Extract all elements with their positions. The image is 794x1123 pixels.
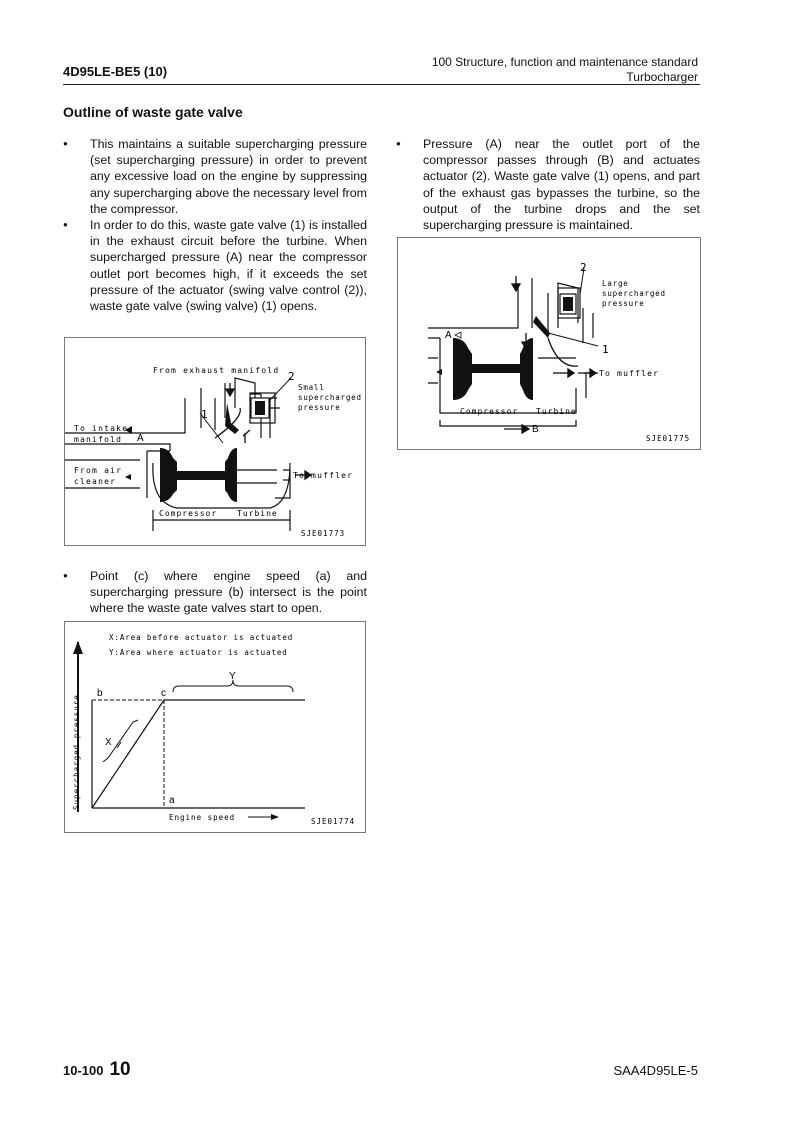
chart-annotation-x: X:Area before actuator is actuated (109, 633, 294, 642)
bullet-item: ● In order to do this, waste gate valve (1) is installed in the exhaust circuit before the turbine. When supercharged pressure (A) near the compressor outlet port becomes high, if it exceeds the set pressure of the actuator (swing valve control (2)), waste gate valve (swing valve) (1) opens. (63, 217, 367, 314)
mid-bullet-list (63, 568, 367, 617)
fig1-A-label: A (137, 433, 144, 444)
fig1-small-label: Small (298, 383, 325, 392)
chart-svg (65, 622, 365, 832)
fig2-A-label: A (445, 330, 452, 341)
figure-2-diagram (398, 238, 700, 449)
section-title: Outline of waste gate valve (63, 104, 243, 120)
figure-waste-gate-open (397, 237, 701, 450)
fig1-supercharged-label: supercharged (298, 393, 362, 402)
fig1-num-1: 1 (201, 408, 208, 421)
y-axis-label: Supercharged pressure (72, 694, 81, 810)
label-b: b (97, 688, 103, 699)
chart-annotation-y: Y:Area where actuator is actuated (109, 648, 288, 657)
fig1-from-air-label: From air (74, 466, 123, 475)
fig1-from-exhaust-label: From exhaust manifold (153, 366, 280, 375)
bullet-item: ● Pressure (A) near the outlet port of the compressor passes through (B) and actuates actuator (2). Waste gate valve (1) opens, and part of the exhaust gas bypasses the turbine, so the output of the turbine drops and the set supercharging pressure is maintained. (396, 136, 700, 233)
fig1-num-2: 2 (288, 370, 295, 383)
footer-chapter: 10 (109, 1059, 131, 1080)
fig2-to-muffler-label: To muffler (599, 369, 660, 378)
fig2-num-2: 2 (580, 261, 587, 274)
fig2-pressure-label: pressure (602, 299, 645, 308)
footer-page (63, 1059, 131, 1081)
footer-page-number: 10-100 (63, 1063, 104, 1078)
fig2-B-label: B (532, 424, 539, 435)
figure-pressure-chart (64, 621, 366, 833)
fig2-code: SJE01775 (646, 434, 691, 443)
fig2-supercharged-label: supercharged (602, 289, 666, 298)
header-section (432, 55, 698, 85)
pressure-rise-line (92, 700, 164, 808)
x-axis-label: Engine speed (169, 813, 236, 822)
chart-code: SJE01774 (311, 817, 356, 826)
fig1-turbine-label: Turbine (237, 509, 278, 518)
bullet-item: ● Point (c) where engine speed (a) and supercharging pressure (b) intersect is the point where the waste gate valves start to open. (63, 568, 367, 617)
label-Y: Y (229, 671, 236, 682)
bullet-item: ● This maintains a suitable supercharging pressure (set supercharging pressure) in order to prevent any excessive load on the engine by suppressing any supercharging above the necessary level from the compressor. (63, 136, 367, 217)
fig1-code: SJE01773 (301, 529, 346, 538)
footer-model: SAA4D95LE-5 (613, 1063, 698, 1078)
label-a: a (169, 795, 175, 806)
figure-waste-gate-closed (64, 337, 366, 546)
x-axis-arrow-head (271, 814, 279, 820)
left-bullet-list (63, 136, 367, 314)
fig1-cleaner-label: cleaner (74, 477, 117, 486)
fig2-compressor-label: Compressor (460, 407, 519, 416)
right-bullet-list (396, 136, 700, 233)
label-X: X (105, 737, 112, 748)
header-rule (63, 84, 700, 85)
fig1-to-muffler-label: To muffler (293, 471, 354, 480)
fig1-to-intake-label: To intake (74, 424, 129, 433)
label-c: c (161, 688, 166, 699)
figure-1-diagram (65, 338, 365, 545)
fig2-num-1: 1 (602, 343, 609, 356)
fig1-manifold-label: manifold (74, 435, 123, 444)
fig1-pressure-label: pressure (298, 403, 341, 412)
y-axis-arrow-head (73, 641, 83, 654)
fig2-turbine-label: Turbine (536, 407, 577, 416)
fig1-compressor-label: Compressor (159, 509, 218, 518)
header-subsection: Turbocharger (626, 70, 698, 84)
header-model: 4D95LE-BE5 (10) (63, 64, 168, 79)
header-section-title: 100 Structure, function and maintenance standard (431, 55, 698, 69)
fig2-large-label: Large (602, 279, 629, 288)
